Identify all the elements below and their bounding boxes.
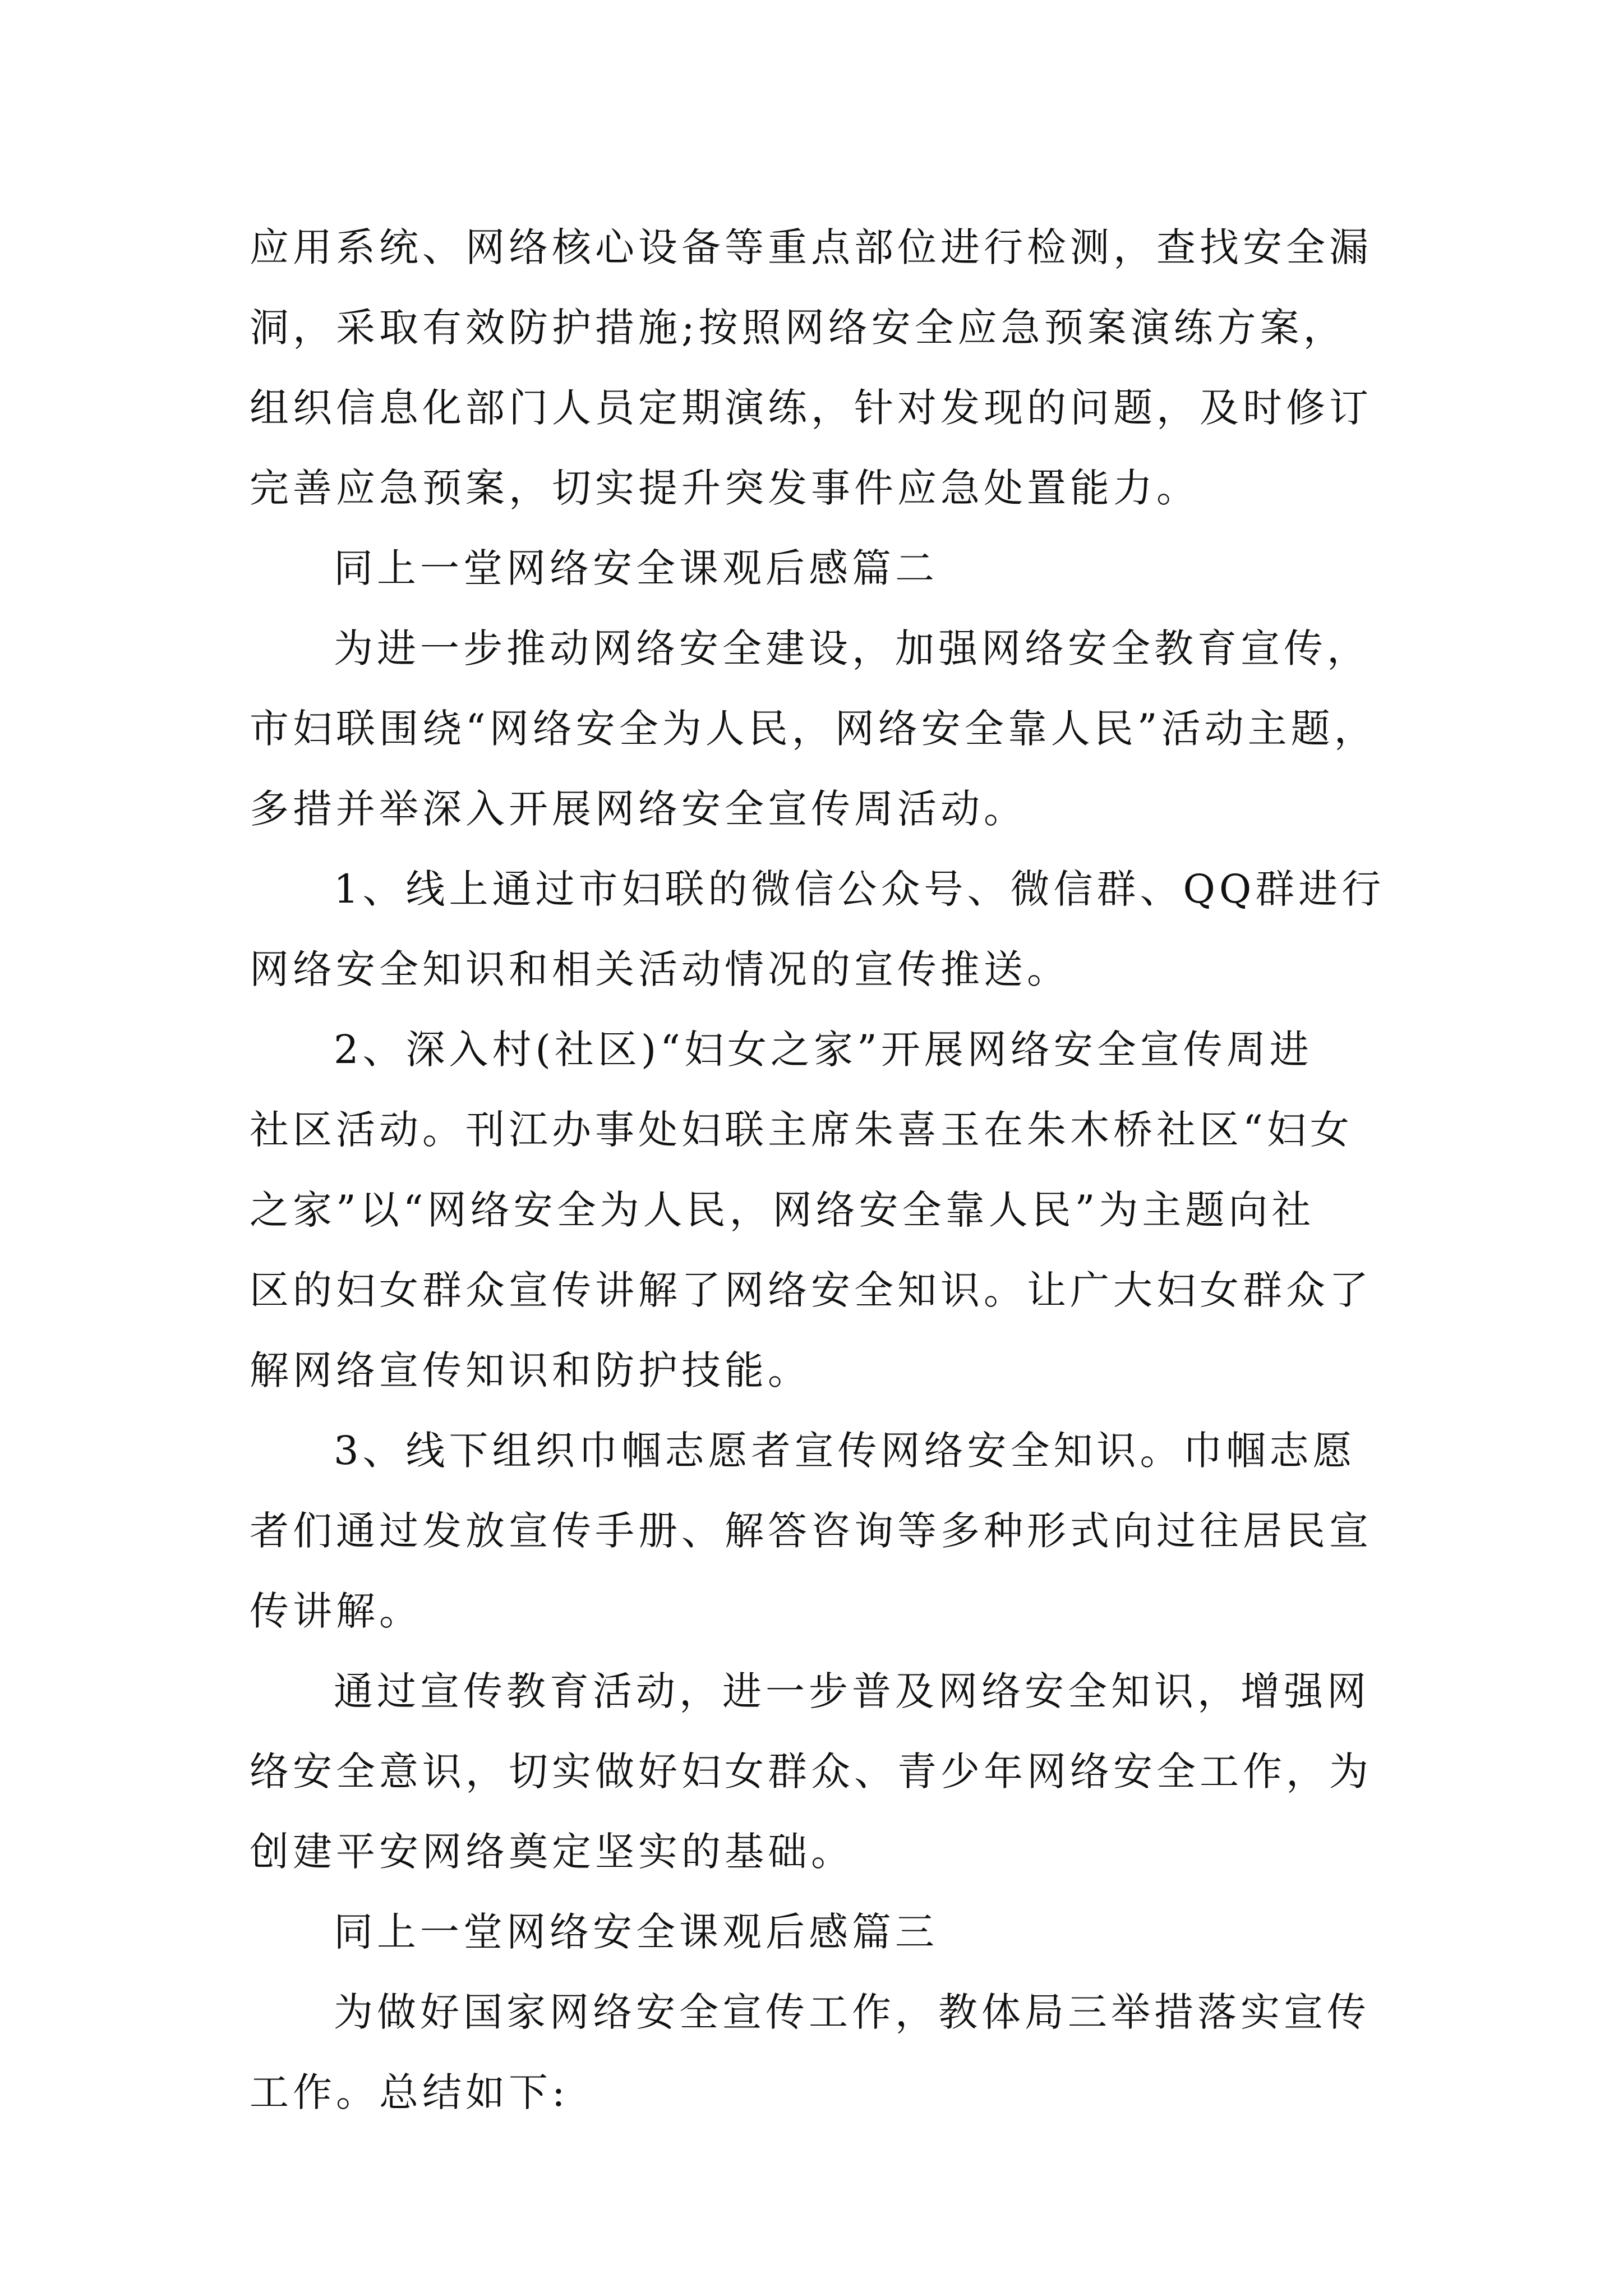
text-line: 1、线上通过市妇联的微信公众号、微信群、QQ群进行 (334, 866, 1385, 912)
text-line: 社区活动。刊江办事处妇联主席朱喜玉在朱木桥社区“妇女 (250, 1107, 1353, 1153)
text-line: 创建平安网络奠定坚实的基础。 (250, 1829, 854, 1875)
text-line: 传讲解。 (250, 1588, 422, 1634)
text-line: 完善应急预案，切实提升突发事件应急处置能力。 (250, 465, 1200, 511)
text-line: 2、深入村(社区)“妇女之家”开展网络安全宣传周进 (334, 1027, 1313, 1073)
text-line: 多措并举深入开展网络安全宣传周活动。 (250, 786, 1027, 832)
text-line: 者们通过发放宣传手册、解答咨询等多种形式向过往居民宣 (250, 1508, 1372, 1554)
text-line: 通过宣传教育活动，进一步普及网络安全知识，增强网 (334, 1668, 1370, 1714)
text-line: 之家”以“网络安全为人民，网络安全靠人民”为主题向社 (250, 1187, 1315, 1233)
text-line: 网络安全知识和相关活动情况的宣传推送。 (250, 946, 1070, 992)
text-line: 应用系统、网络核心设备等重点部位进行检测，查找安全漏 (250, 224, 1372, 270)
text-line: 3、线下组织巾帼志愿者宣传网络安全知识。巾帼志愿 (334, 1428, 1356, 1474)
text-line: 市妇联围绕“网络安全为人民，网络安全靠人民”活动主题， (250, 706, 1377, 752)
text-line: 洞，采取有效防护措施;按照网络安全应急预案演练方案， (250, 305, 1347, 351)
text-line: 为进一步推动网络安全建设，加强网络安全教育宣传， (334, 625, 1370, 671)
text-line: 络安全意识，切实做好妇女群众、青少年网络安全工作，为 (250, 1749, 1372, 1795)
document-body (250, 208, 1388, 2133)
text-line: 区的妇女群众宣传讲解了网络安全知识。让广大妇女群众了 (250, 1267, 1372, 1313)
text-line: 为做好国家网络安全宣传工作，教体局三举措落实宣传 (334, 1989, 1370, 2035)
text-line: 解网络宣传知识和防护技能。 (250, 1347, 811, 1393)
section-heading: 同上一堂网络安全课观后感篇二 (334, 545, 938, 591)
text-line: 工作。总结如下: (250, 2069, 569, 2115)
text-line: 组织信息化部门人员定期演练，针对发现的问题，及时修订 (250, 385, 1372, 431)
section-heading: 同上一堂网络安全课观后感篇三 (334, 1909, 938, 1955)
